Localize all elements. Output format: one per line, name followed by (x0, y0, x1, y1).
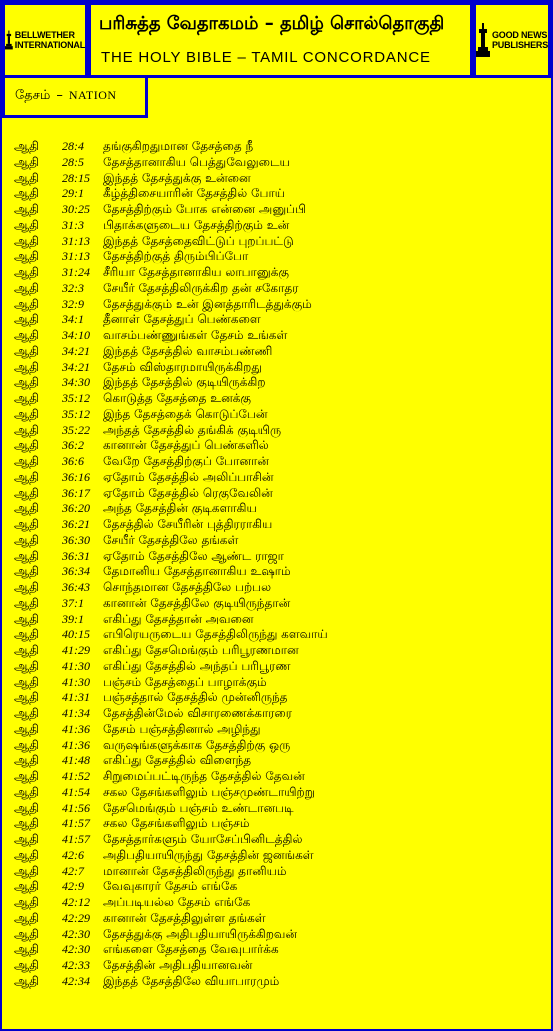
entry-reference: 29:1 (62, 186, 84, 201)
entry-text: தேசத்தில் சேயீரின் புத்திரராகிய (103, 517, 273, 531)
section-heading-box (2, 78, 148, 118)
entry-reference: 30:25 (62, 202, 90, 216)
entry-reference: 35:12 (62, 406, 90, 421)
entry-book: ஆதி (14, 154, 40, 169)
entry-text: தேசத்தானாகிய பெத்துவேலுடைய (103, 154, 290, 169)
entry-book: ஆதி (14, 863, 40, 878)
entry-text: இந்தத் தேசத்தைவிட்டுப் புறப்பட்டு (103, 233, 294, 248)
entry-text: ஏதோம் தேசத்திலே ஆண்ட ராஜா (103, 548, 284, 563)
entry-book: ஆதி (14, 280, 40, 295)
entry-reference: 39:1 (62, 611, 84, 626)
entry-book: ஆதி (14, 926, 40, 941)
list-item (14, 864, 544, 880)
list-item (14, 186, 544, 202)
entry-text: எபிரெயருடைய தேசத்திலிருந்து களவாய் (103, 627, 328, 642)
entry-reference: 41:56 (62, 800, 90, 815)
entry-reference: 42:29 (62, 910, 90, 925)
list-item (14, 297, 544, 313)
good-news-logo (473, 2, 551, 78)
entry-text: பிதாக்களுடைய தேசத்திற்கும் உன் (103, 217, 290, 232)
entry-book: ஆதி (14, 343, 40, 358)
title-tamil: பரிசுத்த வேதாகமம் – தமிழ் சொல்தொகுதி (99, 13, 445, 34)
list-item (14, 549, 544, 565)
entry-text: அப்படியல்ல தேசம் எங்கே (103, 895, 251, 909)
section-tamil: தேசம் (15, 88, 51, 103)
list-item (14, 171, 544, 187)
entry-book: ஆதி (14, 595, 40, 610)
entry-text: வேறே தேசத்திற்குப் போனான் (103, 454, 269, 468)
entry-reference: 31:24 (62, 265, 90, 279)
entry-book: ஆதி (14, 501, 40, 516)
entry-reference: 42:12 (62, 895, 90, 909)
entry-text: இந்தத் தேசத்துக்கு உன்னை (103, 170, 251, 185)
entry-reference: 41:31 (62, 690, 90, 705)
entry-book: ஆதி (14, 406, 40, 421)
entry-text: சொந்தமான தேசத்திலே பற்பல (103, 580, 272, 594)
entry-book: ஆதி (14, 721, 40, 736)
list-item (14, 627, 544, 643)
list-item (14, 281, 544, 297)
entry-book: ஆதி (14, 658, 40, 673)
entry-reference: 41:57 (62, 816, 90, 831)
entry-text: தேசத்திற்கும் போக என்னை அனுப்பி (103, 202, 307, 216)
list-item (14, 690, 544, 706)
entry-reference: 28:15 (62, 170, 90, 185)
entry-text: எங்களை தேசத்தை வேவுபார்க்க (103, 942, 279, 957)
entry-book: ஆதி (14, 485, 40, 500)
list-item (14, 785, 544, 801)
entry-book: ஆதி (14, 847, 40, 862)
lamp-icon (5, 23, 13, 57)
entry-text: தேசத்துக்கு அதிபதியாயிருக்கிறவன் (103, 926, 298, 941)
entry-text: சேயீர் தேசத்திலிருக்கிற தன் சகோதர (103, 280, 299, 295)
entry-text: வாசம்பண்ணுங்கள் தேசம் உங்கள் (103, 328, 288, 342)
list-item (14, 596, 544, 612)
entry-reference: 41:48 (62, 753, 90, 768)
entry-book: ஆதி (14, 359, 40, 374)
entry-text: தேசத்தின்மேல் விசாரணைக்காரரை (103, 706, 292, 720)
entry-reference: 34:21 (62, 343, 90, 358)
list-item (14, 218, 544, 234)
entry-text: தேசத்தின் அதிபதியானவன் (103, 958, 253, 972)
entry-reference: 35:12 (62, 391, 90, 405)
entry-text: தேசத்துக்கும் உன் இனத்தாரிடத்துக்கும் (103, 296, 312, 311)
entry-text: கானான் தேசத்துப் பெண்களில் (103, 438, 269, 453)
entry-reference: 41:29 (62, 643, 90, 657)
entry-text: இந்தத் தேசத்திலே வியாபாரமும் (103, 973, 280, 988)
entry-reference: 36:43 (62, 580, 90, 594)
entry-text: அந்தத் தேசத்தில் தங்கிக் குடியிரு (103, 422, 282, 437)
entry-text: எகிப்து தேசத்தான் அவனை (103, 611, 254, 626)
entry-reference: 36:21 (62, 517, 90, 531)
list-item (14, 202, 544, 218)
list-item (14, 612, 544, 628)
entry-text: கொடுத்த தேசத்தை உனக்கு (103, 391, 252, 405)
entry-book: ஆதி (14, 973, 40, 988)
entry-reference: 41:30 (62, 658, 90, 673)
entry-text: தேசமெங்கும் பஞ்சம் உண்டானபடி (103, 800, 294, 815)
entry-book: ஆதி (14, 517, 40, 531)
entry-reference: 41:36 (62, 737, 90, 752)
entry-book: ஆதி (14, 910, 40, 925)
list-item (14, 895, 544, 911)
entry-text: தேசம் பஞ்சத்தினால் அழிந்து (103, 721, 261, 736)
entry-text: எகிப்து தேசமெங்கும் பரிபூரணமான (103, 643, 299, 657)
entry-reference: 31:13 (62, 249, 90, 264)
entry-reference: 31:13 (62, 233, 90, 248)
list-item (14, 816, 544, 832)
entry-reference: 41:57 (62, 832, 90, 846)
entry-book: ஆதி (14, 391, 40, 405)
entry-reference: 42:33 (62, 958, 90, 972)
left-logo-line2: INTERNATIONAL (14, 40, 85, 50)
list-item (14, 470, 544, 486)
list-item (14, 438, 544, 454)
list-item (14, 234, 544, 250)
entry-book: ஆதி (14, 186, 40, 201)
entry-reference: 41:34 (62, 706, 90, 720)
entry-text: அதிபதியாயிருந்து தேசத்தின் ஜனங்கள் (103, 847, 314, 862)
entry-text: தேசம் விஸ்தாரமாயிருக்கிறது (103, 359, 262, 374)
list-item (14, 139, 544, 155)
entry-book: ஆதி (14, 139, 40, 153)
list-item (14, 675, 544, 691)
entry-text: மானான் தேசத்திலிருந்து தானியம் (103, 863, 287, 878)
list-item (14, 407, 544, 423)
entry-text: எகிப்து தேசத்தில் அந்தப் பரிபூரண (103, 658, 291, 673)
entry-reference: 32:3 (62, 280, 84, 295)
entry-text: தேசத்தார்களும் யோசேப்பினிடத்தில் (103, 832, 303, 846)
entry-reference: 28:4 (62, 139, 84, 153)
entry-reference: 40:15 (62, 627, 90, 642)
list-item (14, 344, 544, 360)
entry-reference: 42:34 (62, 973, 90, 988)
entry-reference: 36:17 (62, 485, 90, 500)
list-item (14, 312, 544, 328)
entry-reference: 28:5 (62, 154, 84, 169)
list-item (14, 155, 544, 171)
entry-reference: 36:31 (62, 548, 90, 563)
entry-book: ஆதி (14, 249, 40, 264)
entry-text: சிறுமைப்பட்டிருந்த தேசத்தில் தேவன் (103, 769, 305, 783)
section-english: NATION (68, 88, 117, 102)
list-item (14, 533, 544, 549)
entry-text: இந்தத் தேசத்தில் குடியிருக்கிற (103, 375, 266, 390)
list-item (14, 423, 544, 439)
lamp-icon (476, 23, 490, 57)
list-item (14, 249, 544, 265)
list-item (14, 564, 544, 580)
entry-reference: 36:34 (62, 564, 90, 579)
list-item (14, 501, 544, 517)
entry-book: ஆதி (14, 753, 40, 768)
entry-reference: 36:6 (62, 454, 84, 468)
right-logo-line2: PUBLISHERS (491, 40, 548, 50)
entry-book: ஆதி (14, 769, 40, 783)
entry-book: ஆதி (14, 217, 40, 232)
title-box (88, 2, 473, 78)
list-item (14, 486, 544, 502)
entry-text: தங்குகிறதுமான தேசத்தை நீ (103, 139, 254, 153)
entry-book: ஆதி (14, 706, 40, 720)
entry-text: ஏதோம் தேசத்தில் ரெகுவேலின் (103, 485, 273, 500)
entry-text: பஞ்சம் தேசத்தைப் பாழாக்கும் (103, 674, 267, 689)
left-logo-line1: BELLWETHER (14, 30, 75, 40)
entry-book: ஆதி (14, 548, 40, 563)
right-logo-line1: GOOD NEWS (491, 30, 548, 40)
entry-text: வேவுகாரர் தேசம் எங்கே (103, 879, 238, 894)
entry-text: அந்த தேசத்தின் குடிகளாகிய (103, 501, 257, 516)
entry-book: ஆதி (14, 312, 40, 327)
entry-reference: 41:54 (62, 784, 90, 799)
entry-book: ஆதி (14, 611, 40, 626)
entry-book: ஆதி (14, 674, 40, 689)
entry-text: இந்தத் தேசத்தில் வாசம்பண்ணி (103, 343, 273, 358)
entry-reference: 41:36 (62, 721, 90, 736)
entry-book: ஆதி (14, 643, 40, 657)
entry-reference: 42:30 (62, 926, 90, 941)
entry-text: கானான் தேசத்திலுள்ள தங்கள் (103, 910, 266, 925)
entry-text: எகிப்து தேசத்தில் விளைந்த (103, 753, 252, 768)
entry-reference: 31:3 (62, 217, 84, 232)
entry-book: ஆதி (14, 328, 40, 342)
title-english: THE HOLY BIBLE – TAMIL CONCORDANCE (101, 49, 431, 66)
entry-book: ஆதி (14, 375, 40, 390)
entry-book: ஆதி (14, 737, 40, 752)
bellwether-logo (2, 2, 88, 78)
entry-reference: 36:30 (62, 532, 90, 547)
entry-text: சகல தேசங்களிலும் பஞ்சம் (103, 816, 250, 831)
list-item (14, 454, 544, 470)
entry-book: ஆதி (14, 816, 40, 831)
entry-book: ஆதி (14, 958, 40, 972)
concordance-list (14, 139, 544, 990)
list-item (14, 659, 544, 675)
entry-reference: 42:30 (62, 942, 90, 957)
entry-text: கானான் தேசத்திலே குடியிருந்தான் (103, 595, 291, 610)
entry-text: தீனாள் தேசத்துப் பெண்களை (103, 312, 261, 327)
entry-reference: 41:30 (62, 674, 90, 689)
entry-book: ஆதி (14, 265, 40, 279)
entry-text: ஏதோம் தேசத்தில் அலிப்பாசின் (103, 469, 274, 484)
entry-reference: 41:52 (62, 769, 90, 783)
entry-reference: 32:9 (62, 296, 84, 311)
entry-reference: 36:16 (62, 469, 90, 484)
list-item (14, 580, 544, 596)
entry-text: பஞ்சத்தால் தேசத்தில் முன்னிருந்த (103, 690, 288, 705)
entry-book: ஆதி (14, 233, 40, 248)
list-item (14, 911, 544, 927)
entry-book: ஆதி (14, 422, 40, 437)
entry-reference: 34:1 (62, 312, 84, 327)
entry-reference: 36:20 (62, 501, 90, 516)
list-item (14, 769, 544, 785)
entry-text: சீரியா தேசத்தானாகிய லாபானுக்கு (103, 265, 289, 279)
entry-text: வருஷங்களுக்காக தேசத்திற்கு ஒரு (103, 737, 291, 752)
entry-book: ஆதி (14, 879, 40, 894)
entry-book: ஆதி (14, 895, 40, 909)
entry-text: கீழ்த்திசையாரின் தேசத்தில் போய் (103, 186, 286, 201)
list-item (14, 375, 544, 391)
entry-book: ஆதி (14, 532, 40, 547)
entry-book: ஆதி (14, 580, 40, 594)
list-item (14, 974, 544, 990)
entry-reference: 34:21 (62, 359, 90, 374)
list-item (14, 265, 544, 281)
entry-text: சகல தேசங்களிலும் பஞ்சமுண்டாயிற்று (103, 784, 315, 799)
list-item (14, 643, 544, 659)
entry-book: ஆதி (14, 942, 40, 957)
list-item (14, 927, 544, 943)
entry-book: ஆதி (14, 832, 40, 846)
entry-text: சேயீர் தேசத்திலே தங்கள் (103, 532, 239, 547)
entry-text: தேமானிய தேசத்தானாகிய உஷாம் (103, 564, 291, 579)
entry-text: இந்த தேசத்தைக் கொடுப்பேன் (103, 406, 268, 421)
list-item (14, 958, 544, 974)
entry-book: ஆதி (14, 690, 40, 705)
entry-book: ஆதி (14, 454, 40, 468)
entry-reference: 37:1 (62, 595, 84, 610)
entry-reference: 34:10 (62, 328, 90, 342)
list-item (14, 360, 544, 376)
list-item (14, 753, 544, 769)
list-item (14, 801, 544, 817)
entry-book: ஆதி (14, 564, 40, 579)
entry-book: ஆதி (14, 800, 40, 815)
list-item (14, 517, 544, 533)
entry-book: ஆதி (14, 784, 40, 799)
list-item (14, 848, 544, 864)
entry-reference: 42:9 (62, 879, 84, 894)
entry-book: ஆதி (14, 170, 40, 185)
entry-reference: 35:22 (62, 422, 90, 437)
list-item (14, 942, 544, 958)
list-item (14, 706, 544, 722)
entry-reference: 42:6 (62, 847, 84, 862)
entry-book: ஆதி (14, 202, 40, 216)
list-item (14, 722, 544, 738)
entry-reference: 36:2 (62, 438, 84, 453)
list-item (14, 391, 544, 407)
entry-reference: 34:30 (62, 375, 90, 390)
entry-book: ஆதி (14, 438, 40, 453)
entry-book: ஆதி (14, 627, 40, 642)
entry-book: ஆதி (14, 469, 40, 484)
entry-book: ஆதி (14, 296, 40, 311)
entry-reference: 42:7 (62, 863, 84, 878)
list-item (14, 738, 544, 754)
section-heading (15, 88, 117, 104)
list-item (14, 879, 544, 895)
list-item (14, 328, 544, 344)
entry-text: தேசத்திற்குத் திரும்பிப்போ (103, 249, 249, 264)
list-item (14, 832, 544, 848)
section-separator: – (56, 88, 63, 103)
